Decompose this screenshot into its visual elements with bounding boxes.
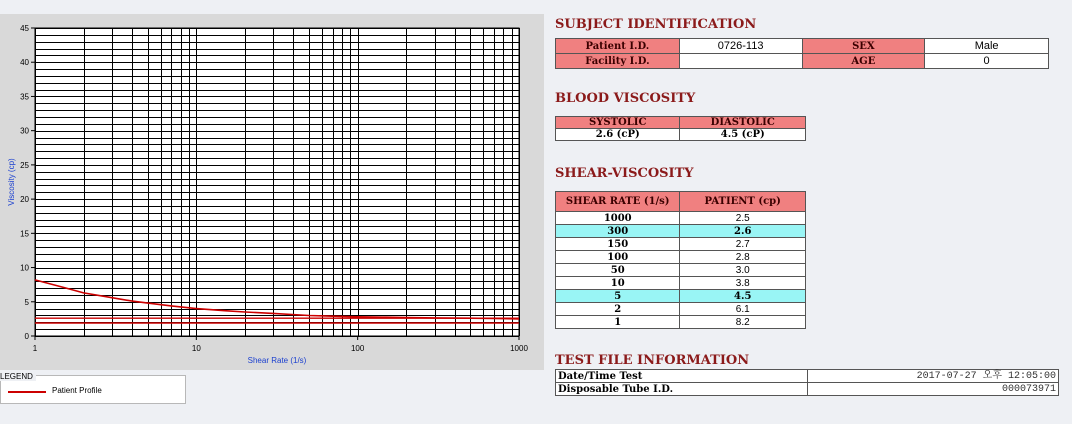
shear-rate-cell: 150 [556, 238, 680, 251]
shear-rate-cell: 2 [556, 303, 680, 316]
legend-label-patient-profile: Patient Profile [52, 386, 102, 395]
shear-rate-cell: 100 [556, 251, 680, 264]
disposable-tube-id-value: 000073971 [807, 383, 1059, 396]
datetime-test-value: 2017-07-27 오후 12:05:00 [807, 370, 1059, 383]
test-file-information-table [555, 369, 1059, 396]
y-tick-label: 40 [20, 58, 29, 68]
table-row [556, 238, 806, 251]
sex-value: Male [925, 39, 1049, 54]
y-tick-label: 5 [24, 297, 29, 307]
patient-viscosity-cell: 3.8 [680, 277, 806, 290]
patient-viscosity-cell: 2.7 [680, 238, 806, 251]
patient-viscosity-cell: 8.2 [680, 316, 806, 329]
shear-rate-cell: 300 [556, 225, 680, 238]
table-row [556, 212, 806, 225]
diastolic-value: 4.5 (cP) [680, 129, 806, 141]
test-file-information-title: TEST FILE INFORMATION [555, 353, 750, 368]
table-row [556, 264, 806, 277]
y-tick-label: 10 [20, 263, 29, 273]
patient-id-value: 0726-113 [679, 39, 802, 54]
patient-id-label: Patient I.D. [556, 39, 680, 54]
x-tick-label: 10 [191, 344, 201, 353]
patient-viscosity-cell: 2.8 [680, 251, 806, 264]
patient-viscosity-cell: 3.0 [680, 264, 806, 277]
y-tick-label: 25 [20, 160, 29, 170]
blood-viscosity-title: BLOOD VISCOSITY [555, 91, 696, 106]
x-axis-label: Shear Rate (1/s) [247, 356, 307, 365]
shear-rate-cell: 1000 [556, 212, 680, 225]
y-tick-label: 30 [20, 126, 29, 136]
facility-id-value [679, 54, 802, 69]
shear-rate-cell: 1 [556, 316, 680, 329]
sex-label: SEX [802, 39, 925, 54]
systolic-label: SYSTOLIC [556, 117, 680, 129]
subject-identification-table [555, 38, 1049, 69]
y-axis-label: Viscosity (cp) [7, 158, 16, 206]
subject-identification-title: SUBJECT IDENTIFICATION [555, 17, 757, 32]
shear-viscosity-table [555, 191, 806, 329]
x-tick-label: 1000 [510, 344, 528, 353]
table-row-highlighted [556, 225, 806, 238]
datetime-test-label: Date/Time Test [556, 370, 808, 383]
shear-viscosity-title: SHEAR-VISCOSITY [555, 166, 694, 181]
legend-swatch-patient-profile [8, 391, 46, 393]
y-tick-label: 35 [20, 92, 29, 102]
patient-viscosity-cell: 4.5 [680, 290, 806, 303]
y-tick-label: 15 [20, 229, 29, 239]
patient-viscosity-cell: 2.6 [680, 225, 806, 238]
blood-viscosity-table [555, 116, 806, 141]
age-value: 0 [925, 54, 1049, 69]
table-row [556, 303, 806, 316]
disposable-tube-id-label: Disposable Tube I.D. [556, 383, 808, 396]
y-tick-label: 20 [20, 195, 29, 205]
shear-rate-cell: 5 [556, 290, 680, 303]
age-label: AGE [802, 54, 925, 69]
table-row-highlighted [556, 290, 806, 303]
table-row [556, 277, 806, 290]
x-tick-label: 1 [32, 344, 38, 353]
plot-area [35, 28, 519, 336]
legend-title: LEGEND [0, 372, 36, 381]
patient-viscosity-cell: 6.1 [680, 303, 806, 316]
y-tick-label: 0 [24, 332, 29, 341]
shear-rate-cell: 50 [556, 264, 680, 277]
shear-rate-cell: 10 [556, 277, 680, 290]
viscosity-chart-panel [0, 14, 544, 370]
diastolic-label: DIASTOLIC [680, 117, 806, 129]
patient-column-header: PATIENT (cp) [680, 192, 806, 212]
x-tick-label: 100 [350, 344, 365, 353]
table-row [556, 251, 806, 264]
shear-rate-column-header: SHEAR RATE (1/s) [556, 192, 680, 212]
systolic-value: 2.6 (cP) [556, 129, 680, 141]
table-row [556, 316, 806, 329]
facility-id-label: Facility I.D. [556, 54, 680, 69]
patient-viscosity-cell: 2.5 [680, 212, 806, 225]
viscosity-chart [0, 14, 544, 370]
y-tick-label: 45 [20, 24, 29, 33]
